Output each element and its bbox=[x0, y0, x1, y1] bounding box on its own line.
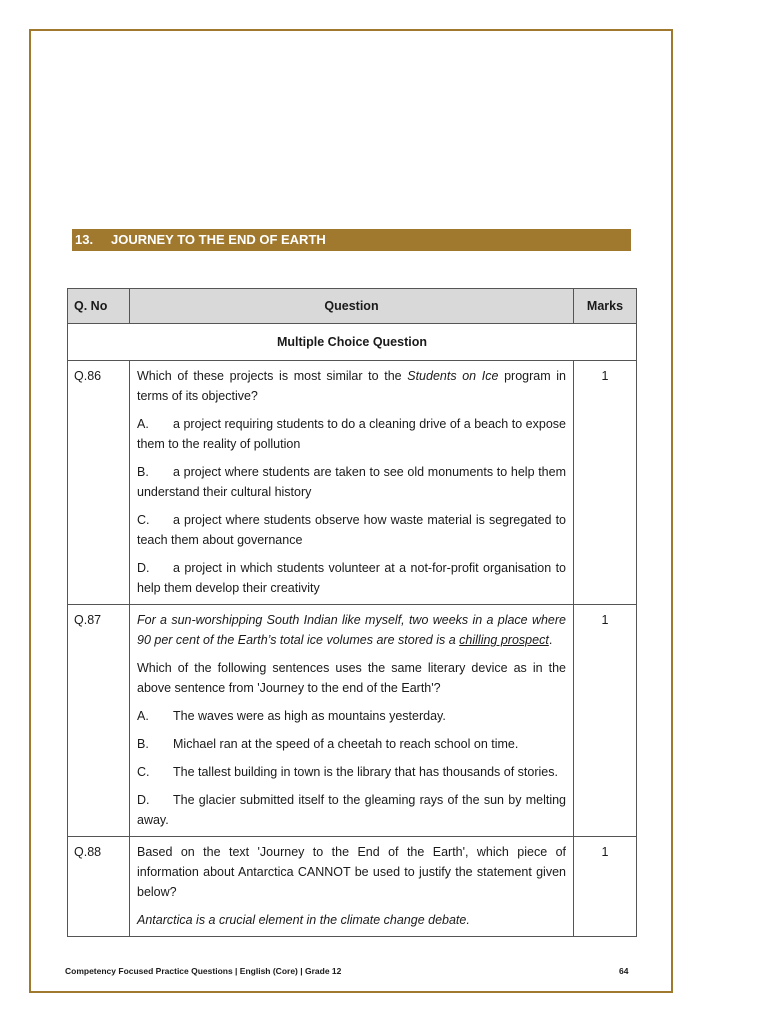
option-a bbox=[137, 706, 566, 726]
question-number: Q.87 bbox=[68, 605, 130, 837]
option-letter: A. bbox=[137, 709, 149, 723]
table-row bbox=[68, 605, 637, 837]
option-letter: C. bbox=[137, 765, 150, 779]
question-stem: Which of the following sentences uses the same literary device as in the above sentence from 'Journey to the end of the Earth'? bbox=[137, 661, 566, 695]
quote-text: . bbox=[548, 633, 553, 647]
quote-text: For a sun-worshipping South Indian like myself, two weeks in a place where 90 per cent of the Earth’s total ice volumes are stored is a bbox=[137, 613, 566, 647]
header-qno: Q. No bbox=[68, 289, 130, 324]
question-table bbox=[67, 288, 637, 937]
page-number: 64 bbox=[619, 966, 629, 976]
option-letter: A. bbox=[137, 417, 149, 431]
option-letter: C. bbox=[137, 513, 150, 527]
question-marks: 1 bbox=[574, 837, 637, 937]
statement-italic: Antarctica is a crucial element in the climate change debate. bbox=[137, 913, 470, 927]
option-c bbox=[137, 762, 566, 782]
question-stem: Based on the text 'Journey to the End of the Earth', which piece of information about Antarctica CANNOT be used to justify the statement given below? bbox=[137, 845, 566, 899]
question-number: Q.88 bbox=[68, 837, 130, 937]
option-text: The waves were as high as mountains yesterday. bbox=[173, 709, 446, 723]
option-text: a project where students observe how waste material is segregated to teach them about governance bbox=[137, 513, 566, 547]
question-stem bbox=[137, 366, 566, 406]
option-c bbox=[137, 510, 566, 550]
question-marks: 1 bbox=[574, 605, 637, 837]
option-b bbox=[137, 462, 566, 502]
option-text: The tallest building in town is the library that has thousands of stories. bbox=[173, 765, 558, 779]
option-text: a project where students are taken to see old monuments to help them understand their cultural history bbox=[137, 465, 566, 499]
table-row bbox=[68, 361, 637, 605]
header-question: Question bbox=[130, 289, 574, 324]
quote-underlined: chilling prospect bbox=[459, 633, 549, 647]
option-b bbox=[137, 734, 566, 754]
question-number: Q.86 bbox=[68, 361, 130, 605]
option-d bbox=[137, 558, 566, 598]
option-text: The glacier submitted itself to the gleaming rays of the sun by melting away. bbox=[137, 793, 566, 827]
option-text: a project requiring students to do a cleaning drive of a beach to expose them to the reality of pollution bbox=[137, 417, 566, 451]
footer-text: Competency Focused Practice Questions | English (Core) | Grade 12 bbox=[65, 966, 342, 976]
question-text bbox=[130, 605, 574, 837]
option-text: Michael ran at the speed of a cheetah to reach school on time. bbox=[173, 737, 519, 751]
stem-italic: Students on Ice bbox=[407, 369, 499, 383]
option-letter: D. bbox=[137, 561, 150, 575]
question-text bbox=[130, 837, 574, 937]
question-text bbox=[130, 361, 574, 605]
option-text: a project in which students volunteer at a not-for-profit organisation to help them develop their creativity bbox=[137, 561, 566, 595]
option-letter: D. bbox=[137, 793, 150, 807]
chapter-title: JOURNEY TO THE END OF EARTH bbox=[111, 232, 326, 247]
stem-text: Which of these projects is most similar to the bbox=[137, 369, 408, 383]
option-d bbox=[137, 790, 566, 830]
chapter-number: 13. bbox=[75, 232, 94, 247]
section-row bbox=[68, 324, 637, 361]
table-header-row bbox=[68, 289, 637, 324]
section-title: Multiple Choice Question bbox=[68, 324, 637, 361]
option-letter: B. bbox=[137, 737, 149, 751]
option-letter: B. bbox=[137, 465, 149, 479]
table-row bbox=[68, 837, 637, 937]
header-marks: Marks bbox=[574, 289, 637, 324]
question-marks: 1 bbox=[574, 361, 637, 605]
question-statement bbox=[137, 910, 566, 930]
stem-text: program in terms of its objective? bbox=[137, 369, 566, 403]
chapter-heading bbox=[72, 229, 631, 251]
question-quote bbox=[137, 610, 566, 650]
option-a bbox=[137, 414, 566, 454]
